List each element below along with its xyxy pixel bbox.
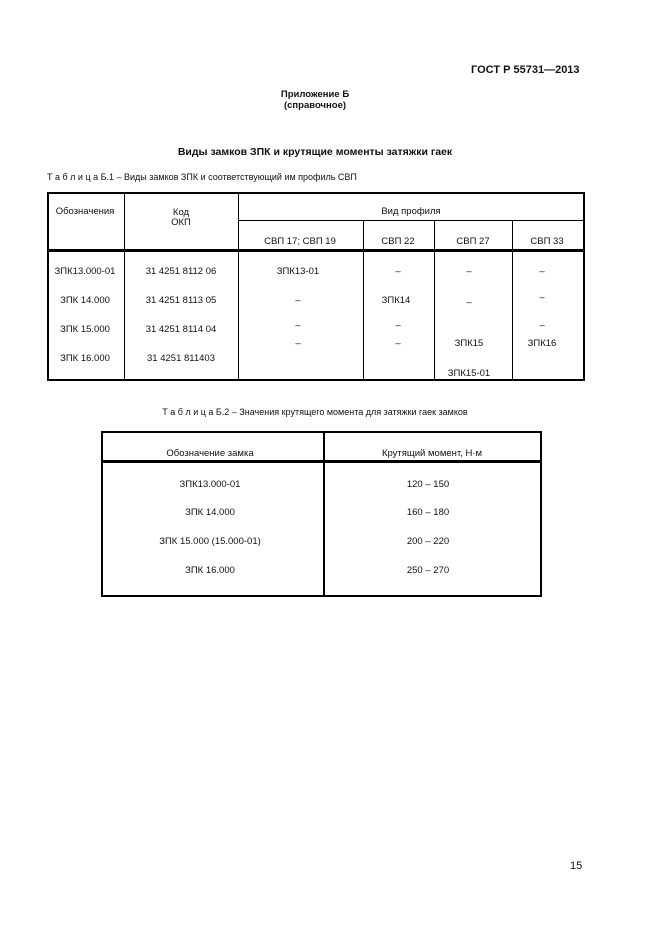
svp17-cell: – — [295, 320, 301, 331]
header-lock-designation: Обозначение замка — [166, 448, 254, 459]
svp27-cell: – — [466, 266, 472, 277]
svp22-cell: ЗПК14 — [381, 295, 411, 306]
torque-cell: 200 – 220 — [406, 536, 450, 547]
header-svp27: СВП 27 — [456, 236, 490, 247]
svp22-cell: – — [395, 266, 401, 277]
svp27-cell: ЗПК15-01 — [447, 368, 491, 379]
svp17-cell: – — [295, 338, 301, 349]
svp27-cell: ЗПК15 — [454, 338, 484, 349]
designation-cell: ЗПК 15.000 — [60, 324, 110, 335]
page-number: 15 — [570, 860, 583, 872]
header-svp22: СВП 22 — [381, 236, 415, 247]
torque-cell: 160 – 180 — [406, 507, 450, 518]
header-code-line2: ОКП — [171, 217, 191, 228]
svp33-cell: – — [539, 320, 545, 331]
header-profile: Вид профиля — [381, 206, 441, 217]
lock-designation-cell: ЗПК13.000-01 — [179, 479, 241, 490]
code-cell: 31 4251 8112 06 — [145, 266, 217, 277]
svp33-cell: – — [539, 292, 545, 303]
header-svp17: СВП 17; СВП 19 — [264, 236, 336, 247]
svp17-cell: – — [295, 295, 301, 306]
header-designation: Обозначения — [55, 206, 115, 217]
lock-designation-cell: ЗПК 15.000 (15.000-01) — [159, 536, 261, 547]
svp33-cell: ЗПК16 — [527, 338, 557, 349]
header-svp33: СВП 33 — [530, 236, 564, 247]
table2-caption: Т а б л и ц а Б.2 – Значения крутящего момента для затяжки гаек замков — [162, 407, 468, 417]
section-title: Виды замков ЗПК и крутящие моменты затяжки гаек — [177, 146, 453, 158]
header-code-line1: Код — [172, 207, 190, 218]
appendix-subtitle: (справочное) — [283, 100, 347, 111]
appendix-title: Приложение Б — [280, 89, 350, 100]
svp33-cell: – — [539, 266, 545, 277]
lock-designation-cell: ЗПК 16.000 — [185, 565, 235, 576]
svp17-cell: ЗПК13-01 — [276, 266, 320, 277]
header-torque: Крутящий момент, Н·м — [381, 448, 483, 459]
code-cell: 31 4251 8114 04 — [145, 324, 217, 335]
svp22-cell: – — [395, 320, 401, 331]
designation-cell: ЗПК 16.000 — [60, 353, 110, 364]
standard-number: ГОСТ Р 55731—2013 — [471, 64, 580, 76]
table1-caption: Т а б л и ц а Б.1 – Виды замков ЗПК и соответствующий им профиль СВП — [47, 172, 357, 182]
code-cell: 31 4251 8113 05 — [145, 295, 217, 306]
designation-cell: ЗПК 14.000 — [60, 295, 110, 306]
designation-cell: ЗПК13.000-01 — [54, 266, 116, 277]
svp27-cell: – — [466, 297, 472, 308]
lock-designation-cell: ЗПК 14.000 — [185, 507, 235, 518]
torque-cell: 120 – 150 — [406, 479, 450, 490]
svp22-cell: – — [395, 338, 401, 349]
torque-cell: 250 – 270 — [406, 565, 450, 576]
code-cell: 31 4251 811403 — [147, 353, 215, 364]
